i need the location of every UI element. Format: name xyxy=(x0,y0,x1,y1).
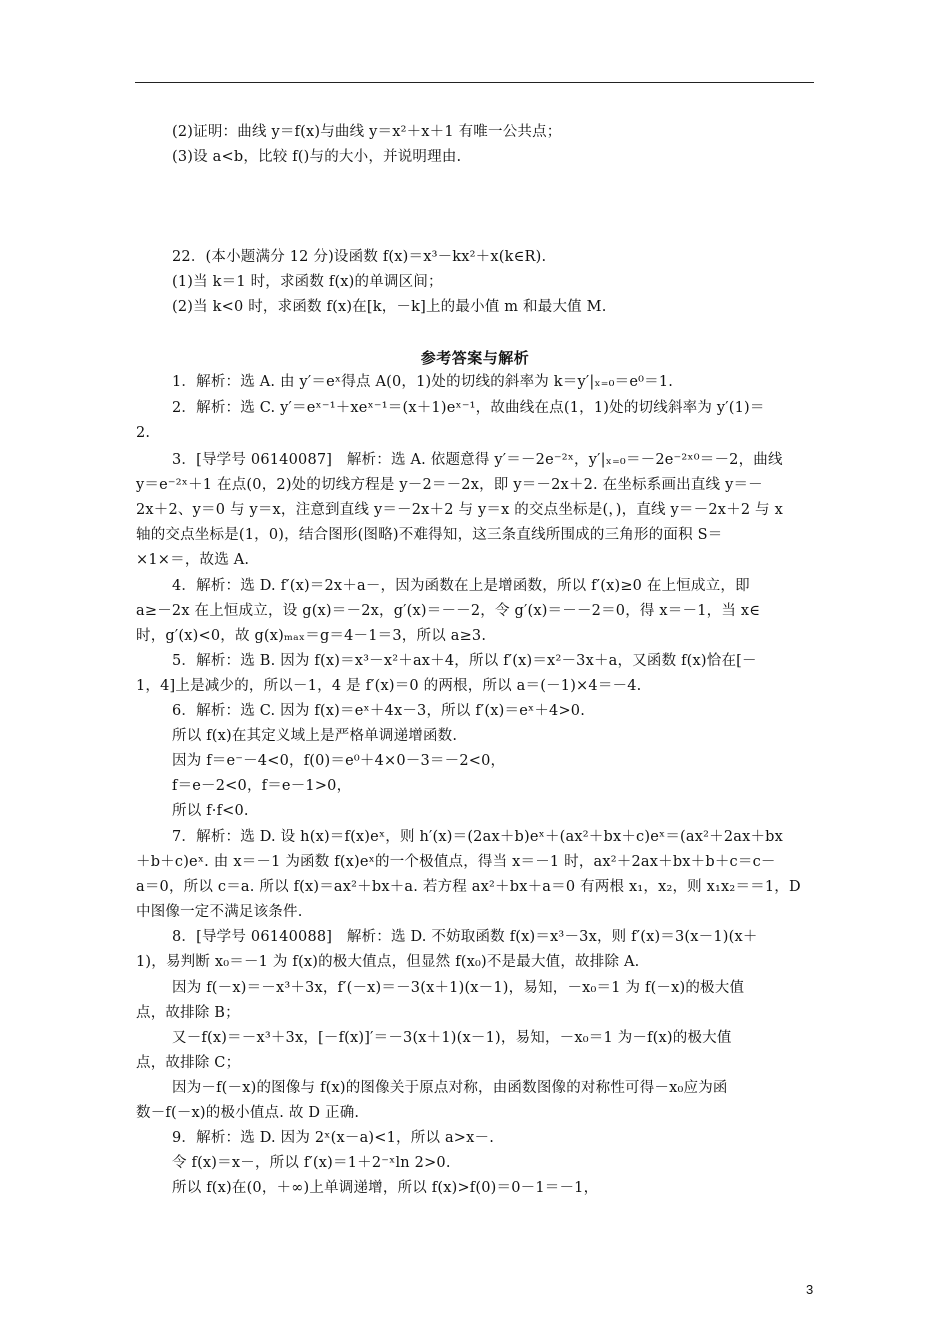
answer-line: a＝0，所以 c＝a. 所以 f(x)＝ax²＋bx＋a. 若方程 ax²＋bx＋a＝0 有两根 x₁，x₂，则 x₁x₂＝＝1，D xyxy=(136,879,801,895)
answer-line: 4．解析：选 D. f′(x)＝2x＋a－，因为函数在上是增函数，所以 f′(x)≥0 在上恒成立，即 xyxy=(172,578,750,594)
answer-line: 3．[导学号 06140087] 解析：选 A. 依题意得 y′＝－2e⁻²ˣ，y′|ₓ₌₀＝－2e⁻²ˣ⁰＝－2，曲线 xyxy=(172,452,783,468)
answer-line: 点，故排除 C； xyxy=(136,1055,241,1071)
header-rule xyxy=(135,82,814,83)
answer-line: 1，4]上是减少的，所以－1，4 是 f′(x)＝0 的两根，所以 a＝(－1)×4＝－4. xyxy=(136,678,642,694)
answer-line: 1．解析：选 A. 由 y′＝eˣ得点 A(0，1)处的切线的斜率为 k＝y′|ₓ₌₀＝e⁰＝1. xyxy=(172,374,674,390)
answer-line: 又－f(x)＝－x³＋3x，[－f(x)]′＝－3(x＋1)(x－1)，易知，－x₀＝1 为－f(x)的极大值 xyxy=(172,1030,732,1046)
answer-line: 点，故排除 B； xyxy=(136,1005,240,1021)
answer-line: 所以 f(x)在其定义域上是严格单调递增函数. xyxy=(172,728,458,744)
answer-line: 1)，易判断 x₀＝－1 为 f(x)的极大值点，但显然 f(x₀)不是最大值，故排除 A. xyxy=(136,954,640,970)
answer-line: 因为－f(－x)的图像与 f(x)的图像关于原点对称，由函数图像的对称性可得－x₀应为函 xyxy=(172,1080,728,1096)
answer-line: 令 f(x)＝x－，所以 f′(x)＝1＋2⁻ˣln 2>0. xyxy=(172,1155,451,1171)
problem21-part2: (2)证明：曲线 y＝f(x)与曲线 y＝x²＋x＋1 有唯一公共点； xyxy=(172,124,562,140)
answer-line: 因为 f(－x)＝－x³＋3x，f′(－x)＝－3(x＋1)(x－1)，易知，－x₀＝1 为 f(－x)的极大值 xyxy=(172,980,745,996)
answer-line: 2. xyxy=(136,425,151,441)
problem22-stem: 22．(本小题满分 12 分)设函数 f(x)＝x³－kx²＋x(k∈R). xyxy=(172,249,547,265)
answer-line: 2．解析：选 C. y′＝eˣ⁻¹＋xeˣ⁻¹＝(x＋1)eˣ⁻¹，故曲线在点(1，1)处的切线斜率为 y′(1)＝ xyxy=(172,400,765,416)
answer-line: 所以 f(x)在(0，＋∞)上单调递增，所以 f(x)>f(0)＝0－1＝－1， xyxy=(172,1180,599,1196)
answer-line: y＝e⁻²ˣ＋1 在点(0，2)处的切线方程是 y－2＝－2x，即 y＝－2x＋2. 在坐标系画出直线 y＝－ xyxy=(136,477,763,493)
answer-line: 6．解析：选 C. 因为 f(x)＝eˣ＋4x－3，所以 f′(x)＝eˣ＋4>0. xyxy=(172,703,586,719)
answer-line: 8．[导学号 06140088] 解析：选 D. 不妨取函数 f(x)＝x³－3x，则 f′(x)＝3(x－1)(x＋ xyxy=(172,929,758,945)
answer-line: a≥－2x 在上恒成立，设 g(x)＝－2x，g′(x)＝－－2，令 g′(x)＝－－2＝0，得 x＝－1，当 x∈ xyxy=(136,603,761,619)
answers-title: 参考答案与解析 xyxy=(420,349,530,367)
answer-line: 9．解析：选 D. 因为 2ˣ(x－a)<1，所以 a>x－. xyxy=(172,1130,495,1146)
answer-line: 数－f(－x)的极小值点. 故 D 正确. xyxy=(136,1105,360,1121)
problem22-part1: (1)当 k＝1 时，求函数 f(x)的单调区间； xyxy=(172,274,443,290)
answer-line: 5．解析：选 B. 因为 f(x)＝x³－x²＋ax＋4，所以 f′(x)＝x²－3x＋a，又函数 f(x)恰在[－ xyxy=(172,653,757,669)
answer-line: 2x＋2、y＝0 与 y＝x，注意到直线 y＝－2x＋2 与 y＝x 的交点坐标是(，)，直线 y＝－2x＋2 与 x xyxy=(136,502,783,518)
answer-line: 中图像一定不满足该条件. xyxy=(136,904,303,920)
answer-line: 7．解析：选 D. 设 h(x)＝f(x)eˣ，则 h′(x)＝(2ax＋b)eˣ＋(ax²＋bx＋c)eˣ＝(ax²＋2ax＋bx xyxy=(172,829,784,845)
answer-line: 因为 f＝e⁻－4<0，f(0)＝e⁰＋4×0－3＝－2<0， xyxy=(172,753,506,769)
answer-line: f＝e－2<0，f＝e－1>0， xyxy=(172,778,352,794)
answer-line: 所以 f·f<0. xyxy=(172,803,249,819)
answer-line: ＋b＋c)eˣ. 由 x＝－1 为函数 f(x)eˣ的一个极值点，得当 x＝－1 时，ax²＋2ax＋bx＋b＋c＝c－ xyxy=(136,854,776,870)
page-number: 3 xyxy=(806,1282,814,1297)
problem21-part3: (3)设 a<b，比较 f()与的大小，并说明理由. xyxy=(172,149,462,165)
answer-line: ×1×＝，故选 A. xyxy=(136,552,250,568)
answer-line: 时，g′(x)<0，故 g(x)ₘₐₓ＝g＝4－1＝3，所以 a≥3. xyxy=(136,628,487,644)
answer-line: 轴的交点坐标是(1，0)，结合图形(图略)不难得知，这三条直线所围成的三角形的面积 S＝ xyxy=(136,527,723,543)
problem22-part2: (2)当 k<0 时，求函数 f(x)在[k，－k]上的最小值 m 和最大值 M. xyxy=(172,299,607,315)
